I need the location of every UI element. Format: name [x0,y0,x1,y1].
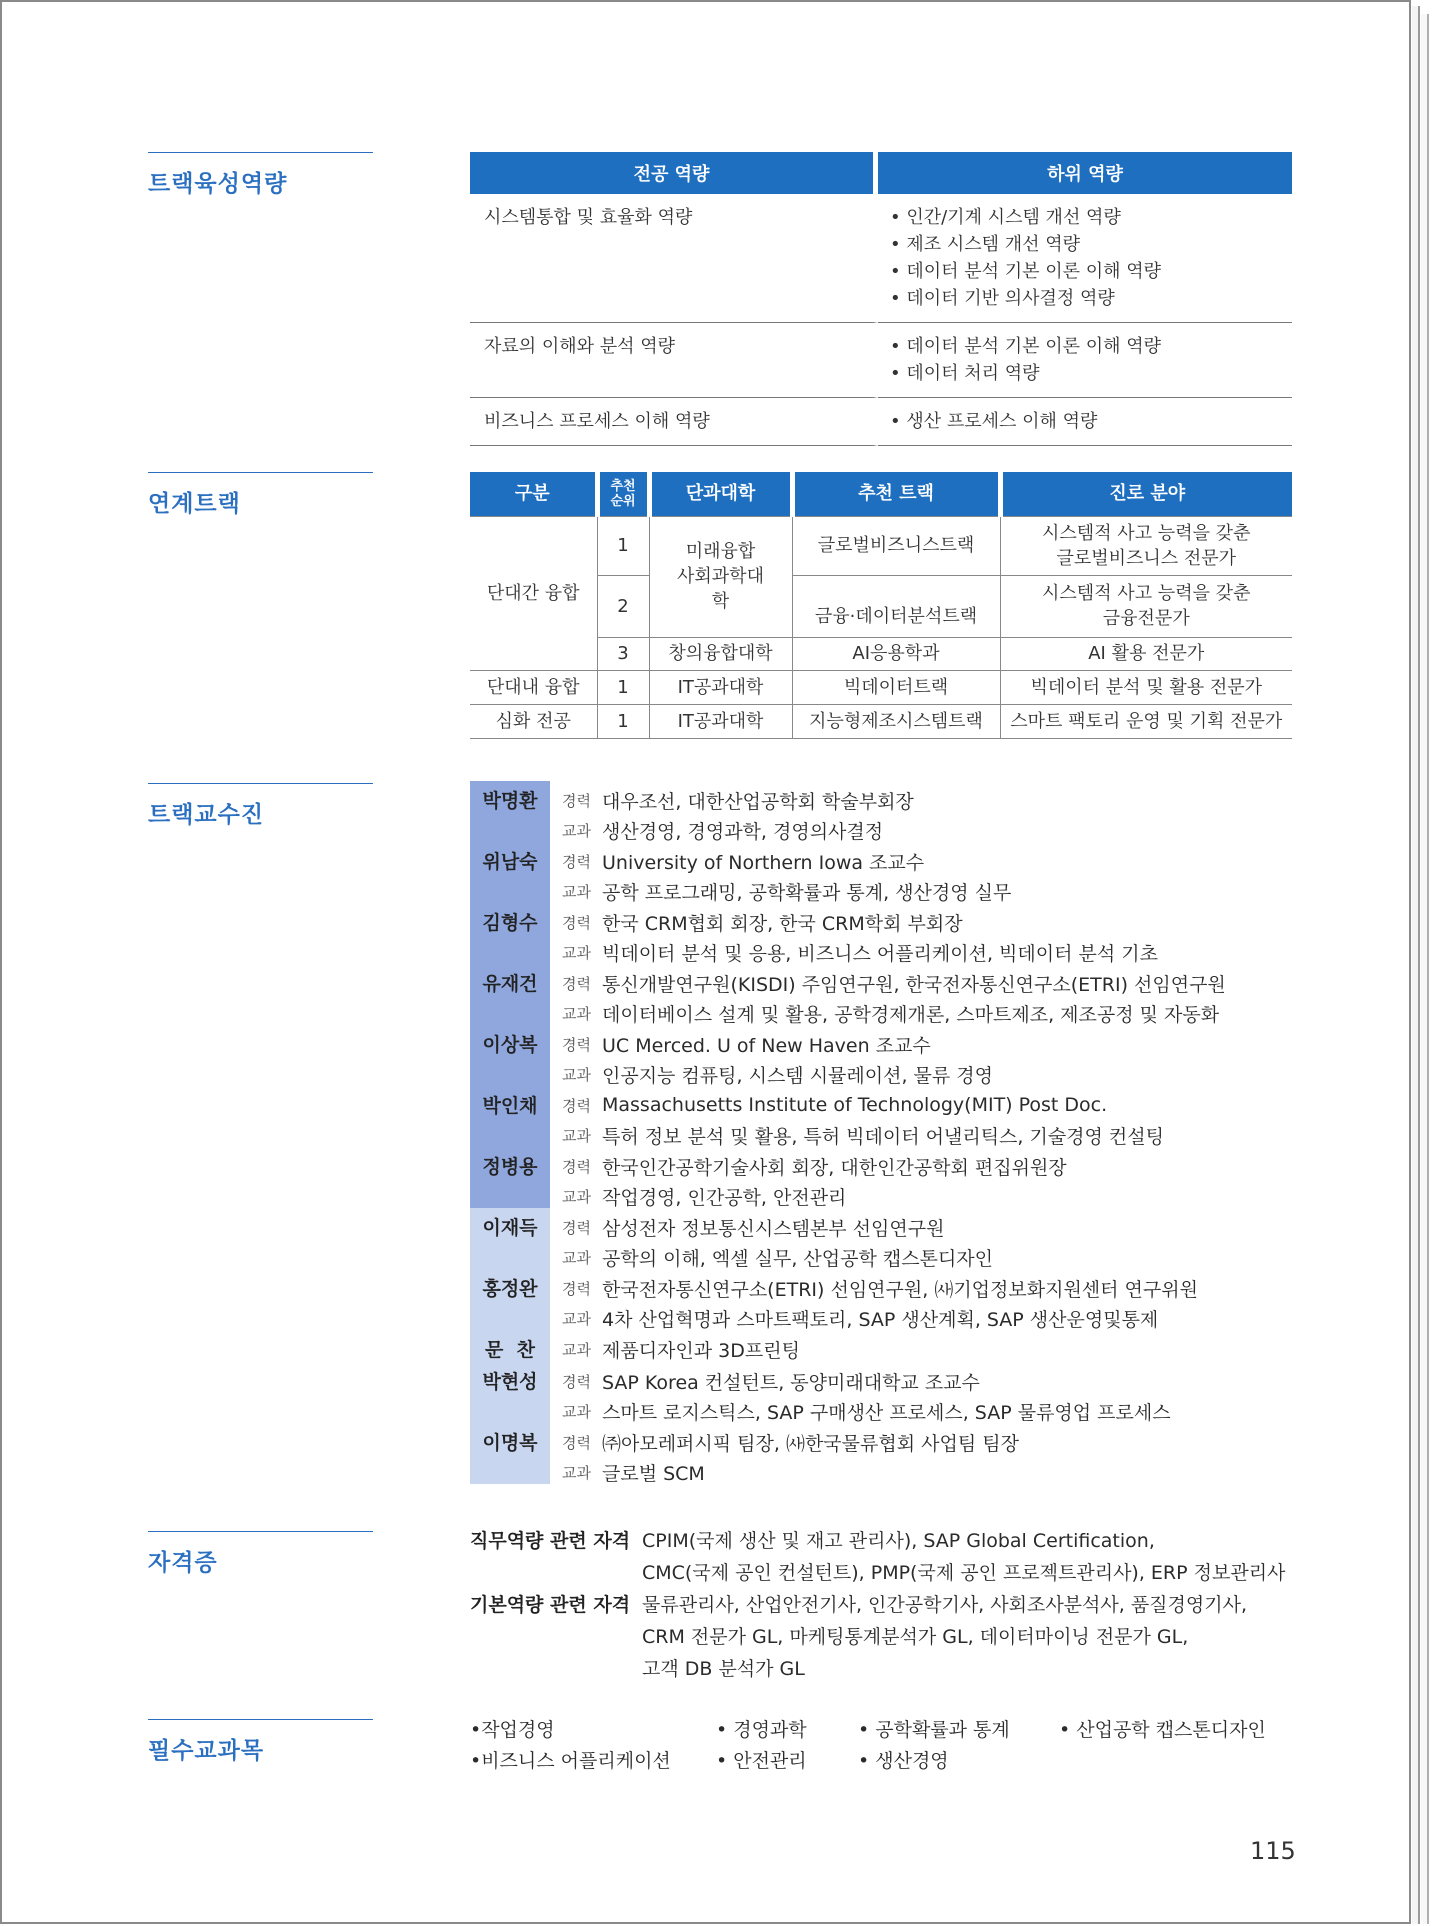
faculty-entry [470,1362,1300,1423]
page-edge [1412,6,1420,1924]
faculty-career: 한국인간공학기술사회 회장, 대한인간공학회 편집위원장 [602,1156,1067,1179]
faculty-name: 박인채 [470,1086,550,1147]
table-cell: 1 [597,516,649,575]
table-cell: 2 [597,575,649,637]
faculty-career: UC Merced. U of New Haven 조교수 [602,1034,931,1057]
courses-tag: 교과 [562,1340,591,1359]
linked-tracks-table [470,472,1292,739]
course-item: •비즈니스 어플리케이션 [470,1750,671,1772]
table-row [470,516,1292,575]
faculty-entry [470,1025,1300,1086]
column-header: 하위 역량 [878,152,1292,194]
career-tag: 경력 [562,1433,591,1452]
career-line: 시스템적 사고 능력을 갖춘 [1042,522,1251,544]
table-cell: 빅데이터트랙 [792,670,1000,704]
list-item: • 데이터 처리 역량 [890,363,1040,384]
certificate-group [470,1525,1310,1589]
courses-tag: 교과 [562,943,591,962]
table-row [470,704,1292,738]
faculty-courses: 제품디자인과 3D프린팅 [602,1339,800,1362]
faculty-career: ㈜아모레퍼시픽 팀장, ㈔한국물류협회 사업팀 팀장 [602,1432,1019,1455]
section-label-linked-tracks: 연계트랙 [148,472,373,518]
faculty-name: 김형수 [470,903,550,964]
career-tag: 경력 [562,1218,591,1237]
faculty-entry [470,1147,1300,1208]
faculty-name: 유재건 [470,964,550,1025]
section-label-required-courses: 필수교과목 [148,1719,373,1765]
faculty-name: 이명복 [470,1423,550,1484]
career-line: 금융전문가 [1102,608,1190,629]
required-courses [470,1713,1266,1775]
course-row [470,1744,1266,1775]
faculty-courses: 스마트 로지스틱스, SAP 구매생산 프로세스, SAP 물류영업 프로세스 [602,1401,1171,1424]
table-cell [1000,516,1292,575]
faculty-courses: 작업경영, 인간공학, 안전관리 [602,1186,847,1209]
column-header: 추천 트랙 [792,472,1000,516]
certificate-line: CRM 전문가 GL, 마케팅통계분석가 GL, 데이터마이닝 전문가 GL, [642,1626,1189,1648]
faculty-career: SAP Korea 컨설턴트, 동양미래대학교 조교수 [602,1371,980,1394]
table-cell: 비즈니스 프로세스 이해 역량 [470,398,878,446]
faculty-name: 이상복 [470,1025,550,1086]
faculty-name: 박현성 [470,1362,550,1423]
column-header: 전공 역량 [470,152,878,194]
faculty-entry [470,1423,1300,1484]
list-item: • 인간/기계 시스템 개선 역량 [890,207,1121,228]
table-cell: 금융·데이터분석트랙 [792,575,1000,637]
faculty-career: 대우조선, 대한산업공학회 학술부회장 [602,790,914,813]
list-item: • 생산 프로세스 이해 역량 [890,411,1098,432]
table-row [470,194,1292,323]
courses-tag: 교과 [562,821,591,840]
column-header: 진로 분야 [1000,472,1292,516]
table-cell [1000,575,1292,637]
table-row [470,670,1292,704]
table-cell: IT공과대학 [649,670,792,704]
faculty-courses: 특허 정보 분석 및 활용, 특허 빅데이터 어낼리틱스, 기술경영 컨설팅 [602,1125,1164,1148]
career-tag: 경력 [562,1157,591,1176]
courses-tag: 교과 [562,1004,591,1023]
table-cell: 지능형제조시스템트랙 [792,704,1000,738]
certificate-label: 직무역량 관련 자격 [470,1530,631,1552]
table-cell: 창의융합대학 [649,637,792,670]
header-line: 순위 [610,493,636,509]
table-cell [649,516,792,637]
section-label-certificates: 자격증 [148,1531,373,1577]
faculty-entry [470,1269,1300,1330]
table-cell: 스마트 팩토리 운영 및 기획 전문가 [1000,704,1292,738]
courses-tag: 교과 [562,1248,591,1267]
course-item: • 안전관리 [716,1750,807,1772]
section-label-track-competency: 트랙육성역량 [148,152,373,198]
faculty-entry [470,842,1300,903]
table-cell: 빅데이터 분석 및 활용 전문가 [1000,670,1292,704]
table-row [470,398,1292,446]
faculty-courses: 공학 프로그래밍, 공학확률과 통계, 생산경영 실무 [602,881,1012,904]
table-cell [878,398,1292,446]
header-line: 추천 [610,478,636,494]
table-cell: 1 [597,704,649,738]
faculty-career: 삼성전자 정보통신시스템본부 선임연구원 [602,1217,945,1240]
table-row [470,323,1292,398]
college-name: 미래융합 사회과학대학 [677,541,764,612]
course-item: • 산업공학 캡스톤디자인 [1059,1719,1266,1741]
career-tag: 경력 [562,1372,591,1391]
certificates-block [470,1525,1310,1685]
faculty-entry [470,903,1300,964]
table-cell: 글로벌비즈니스트랙 [792,516,1000,575]
certificate-label: 기본역량 관련 자격 [470,1594,631,1616]
career-tag: 경력 [562,913,591,932]
faculty-courses: 4차 산업혁명과 스마트팩토리, SAP 생산계획, SAP 생산운영및통제 [602,1308,1159,1331]
course-item: • 경영과학 [716,1719,807,1741]
table-cell: 심화 전공 [470,704,597,738]
table-cell: 단대간 융합 [470,516,597,670]
certificate-group [470,1589,1310,1685]
list-item: • 제조 시스템 개선 역량 [890,234,1080,255]
faculty-entry [470,1086,1300,1147]
faculty-career: University of Northern Iowa 조교수 [602,851,925,874]
faculty-career: Massachusetts Institute of Technology(MIT) Post Doc. [602,1094,1108,1116]
career-line: 글로벌비즈니스 전문가 [1056,547,1237,569]
faculty-courses: 인공지능 컴퓨팅, 시스템 시뮬레이션, 물류 경영 [602,1064,994,1087]
career-line: 시스템적 사고 능력을 갖춘 [1042,583,1251,604]
section-label-faculty: 트랙교수진 [148,783,373,829]
column-header: 단과대학 [649,472,792,516]
table-cell: 1 [597,670,649,704]
faculty-name: 문 찬 [470,1330,550,1362]
courses-tag: 교과 [562,1126,591,1145]
faculty-courses: 공학의 이해, 엑셀 실무, 산업공학 캡스톤디자인 [602,1247,994,1270]
faculty-career: 한국 CRM협회 회장, 한국 CRM학회 부회장 [602,912,963,935]
faculty-entry [470,1208,1300,1269]
career-tag: 경력 [562,852,591,871]
competency-table [470,152,1292,446]
course-row [470,1713,1266,1744]
faculty-name: 정병용 [470,1147,550,1208]
faculty-courses: 글로벌 SCM [602,1462,705,1485]
faculty-name: 위남숙 [470,842,550,903]
courses-tag: 교과 [562,1463,591,1482]
column-header [597,472,649,516]
table-cell: IT공과대학 [649,704,792,738]
faculty-courses: 생산경영, 경영과학, 경영의사결정 [602,820,884,843]
course-item: •작업경영 [470,1719,555,1741]
courses-tag: 교과 [562,1065,591,1084]
certificate-line: CPIM(국제 생산 및 재고 관리사), SAP Global Certification, [642,1530,1155,1552]
faculty-entry [470,781,1300,842]
career-tag: 경력 [562,974,591,993]
certificate-line: 고객 DB 분석가 GL [642,1658,805,1680]
list-item: • 데이터 기반 의사결정 역량 [890,288,1115,309]
faculty-courses: 데이터베이스 설계 및 활용, 공학경제개론, 스마트제조, 제조공정 및 자동화 [602,1003,1220,1026]
faculty-career: 통신개발연구원(KISDI) 주임연구원, 한국전자통신연구소(ETRI) 선임연구원 [602,973,1226,996]
table-cell: 단대내 융합 [470,670,597,704]
column-header: 구분 [470,472,597,516]
certificate-line: CMC(국제 공인 컨설턴트), PMP(국제 공인 프로젝트관리사), ERP 정보관리사 [642,1562,1286,1584]
course-item: • 공학확률과 통계 [858,1719,1010,1741]
page-number: 115 [1250,1837,1296,1865]
faculty-name: 박명환 [470,781,550,842]
list-item: • 데이터 분석 기본 이론 이해 역량 [890,336,1161,357]
table-cell: 자료의 이해와 분석 역량 [470,323,878,398]
table-cell: AI응용학과 [792,637,1000,670]
list-item: • 데이터 분석 기본 이론 이해 역량 [890,261,1161,282]
courses-tag: 교과 [562,1187,591,1206]
faculty-courses: 빅데이터 분석 및 응용, 비즈니스 어플리케이션, 빅데이터 분석 기초 [602,942,1158,965]
course-item: • 생산경영 [858,1750,949,1772]
courses-tag: 교과 [562,1309,591,1328]
page-edge [1421,14,1429,1924]
career-tag: 경력 [562,1035,591,1054]
table-cell [878,323,1292,398]
faculty-entry [470,1330,1300,1362]
career-tag: 경력 [562,1279,591,1298]
faculty-career: 한국전자통신연구소(ETRI) 선임연구원, ㈔기업정보화지원센터 연구위원 [602,1278,1198,1301]
table-cell: 시스템통합 및 효율화 역량 [470,194,878,323]
faculty-name: 홍정완 [470,1269,550,1330]
faculty-name: 이재득 [470,1208,550,1269]
career-tag: 경력 [562,791,591,810]
table-cell: AI 활용 전문가 [1000,637,1292,670]
table-cell: 3 [597,637,649,670]
faculty-list [470,781,1300,1484]
courses-tag: 교과 [562,882,591,901]
faculty-entry [470,964,1300,1025]
career-tag: 경력 [562,1096,591,1115]
certificate-line: 물류관리사, 산업안전기사, 인간공학기사, 사회조사분석사, 품질경영기사, [642,1594,1247,1616]
courses-tag: 교과 [562,1402,591,1421]
table-cell [878,194,1292,323]
